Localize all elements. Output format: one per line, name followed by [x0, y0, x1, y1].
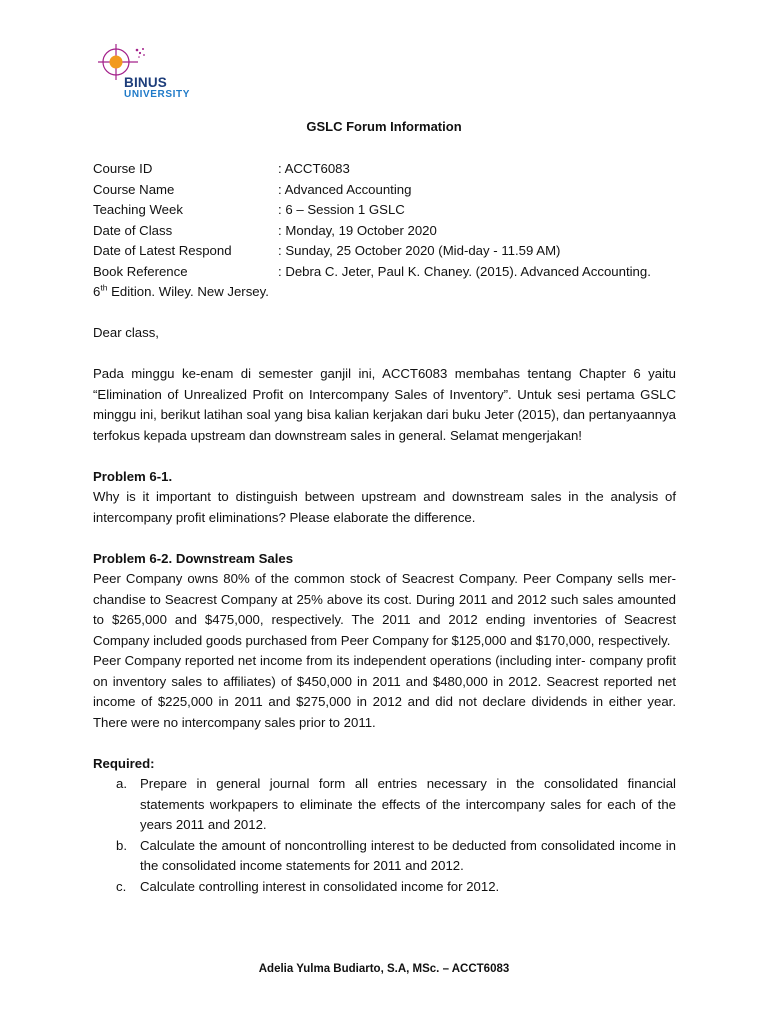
course-info-block	[93, 159, 676, 303]
edition-superscript: th	[100, 282, 108, 293]
problem-1-heading: Problem 6-1.	[93, 468, 173, 484]
page-footer: Adelia Yulma Budiarto, S.A, MSc. – ACCT6083	[258, 963, 510, 975]
info-key: Course ID	[93, 161, 153, 176]
required-list	[93, 774, 676, 897]
document-body	[93, 159, 676, 897]
list-item-marker: c.	[116, 878, 127, 894]
logo-text-university: UNIVERSITY	[124, 89, 191, 100]
problem-2-heading: Problem 6-2. Downstream Sales	[93, 550, 294, 566]
info-value: : Sunday, 25 October 2020 (Mid-day - 11.59 AM)	[278, 243, 561, 258]
binus-logo	[94, 42, 204, 104]
list-item-marker: a.	[116, 776, 127, 791]
info-row-teaching-week	[93, 200, 676, 221]
list-item-marker: b.	[116, 837, 127, 853]
problem-1-text: Why is it important to distinguish between upstream and downstream sales in the analysis of intercompany profit eliminations? Please elaborate the difference.	[93, 489, 676, 525]
list-item	[93, 836, 676, 877]
logo-text-binus: BINUS	[124, 75, 168, 90]
info-key: Teaching Week	[93, 202, 183, 217]
info-row-latest-respond	[93, 241, 676, 262]
info-value: : Monday, 19 October 2020	[278, 222, 437, 238]
list-item	[93, 877, 676, 898]
info-key: Date of Latest Respond	[93, 243, 232, 258]
info-value: : Debra C. Jeter, Paul K. Chaney. (2015). Advanced Accounting.	[278, 263, 651, 279]
info-row-course-id	[93, 159, 676, 180]
greeting: Dear class,	[93, 325, 159, 340]
info-value: : Advanced Accounting	[278, 181, 412, 197]
logo-wordmark	[124, 77, 190, 101]
intro-paragraph: Pada minggu ke-enam di semester ganjil ini, ACCT6083 membahas tentang Chapter 6 yaitu “Elimination of Unrealized Profit on Intercompany Sales of Inventory”. Untuk sesi pertama GSLC minggu ini, berikut latihan soal yang bisa kalian kerjakan dari buku Jeter (2015), dan pertanyaannya terfokus kepada upstream dan downstream sales in general. Selamat mengerjakan!	[93, 366, 676, 443]
info-key: Course Name	[93, 181, 175, 197]
info-row-book-reference	[93, 262, 676, 283]
edition-rest: Edition. Wiley. New Jersey.	[107, 284, 269, 299]
book-reference-continuation	[93, 282, 676, 303]
required-heading: Required:	[93, 755, 155, 771]
info-row-date-of-class	[93, 221, 676, 242]
problem-2-paragraph-1: Peer Company owns 80% of the common stock of Seacrest Company. Peer Company sells mer- chandise to Seacrest Company at 25% above its cost. During 2011 and 2012 such sales amounted to $265,000 and $475,000, respectively. The 2011 and 2012 ending inventories of Seacrest Company included goods purchased from Peer Company for $125,000 and $170,000, respectively.	[93, 571, 676, 648]
list-item-text: Calculate the amount of noncontrolling interest to be deducted from consolidated income in the consolidated income statements for 2011 and 2012.	[140, 837, 676, 873]
info-value: : 6 – Session 1 GSLC	[278, 202, 405, 217]
info-value: : ACCT6083	[278, 161, 350, 176]
problem-2-paragraph-2: Peer Company reported net income from its independent operations (including inter- company profit on inventory sales to affiliates) of $450,000 in 2011 and $480,000 in 2012. Seacrest reported net income of $225,000 in 2011 and $275,000 in 2012 and did not declare dividends in either year. There were no intercompany sales prior to 2011.	[93, 653, 676, 730]
list-item-text: Prepare in general journal form all entries necessary in the consolidated financial statements workpapers to eliminate the effects of the intercompany sales for each of the years 2011 and 2012.	[140, 776, 676, 832]
list-item	[93, 774, 676, 836]
page-title: GSLC Forum Information	[306, 119, 462, 134]
list-item-text: Calculate controlling interest in consolidated income for 2012.	[140, 878, 500, 894]
info-key: Date of Class	[93, 222, 173, 238]
edition-number: 6	[93, 284, 101, 299]
info-row-course-name	[93, 180, 676, 201]
info-key: Book Reference	[93, 263, 188, 279]
